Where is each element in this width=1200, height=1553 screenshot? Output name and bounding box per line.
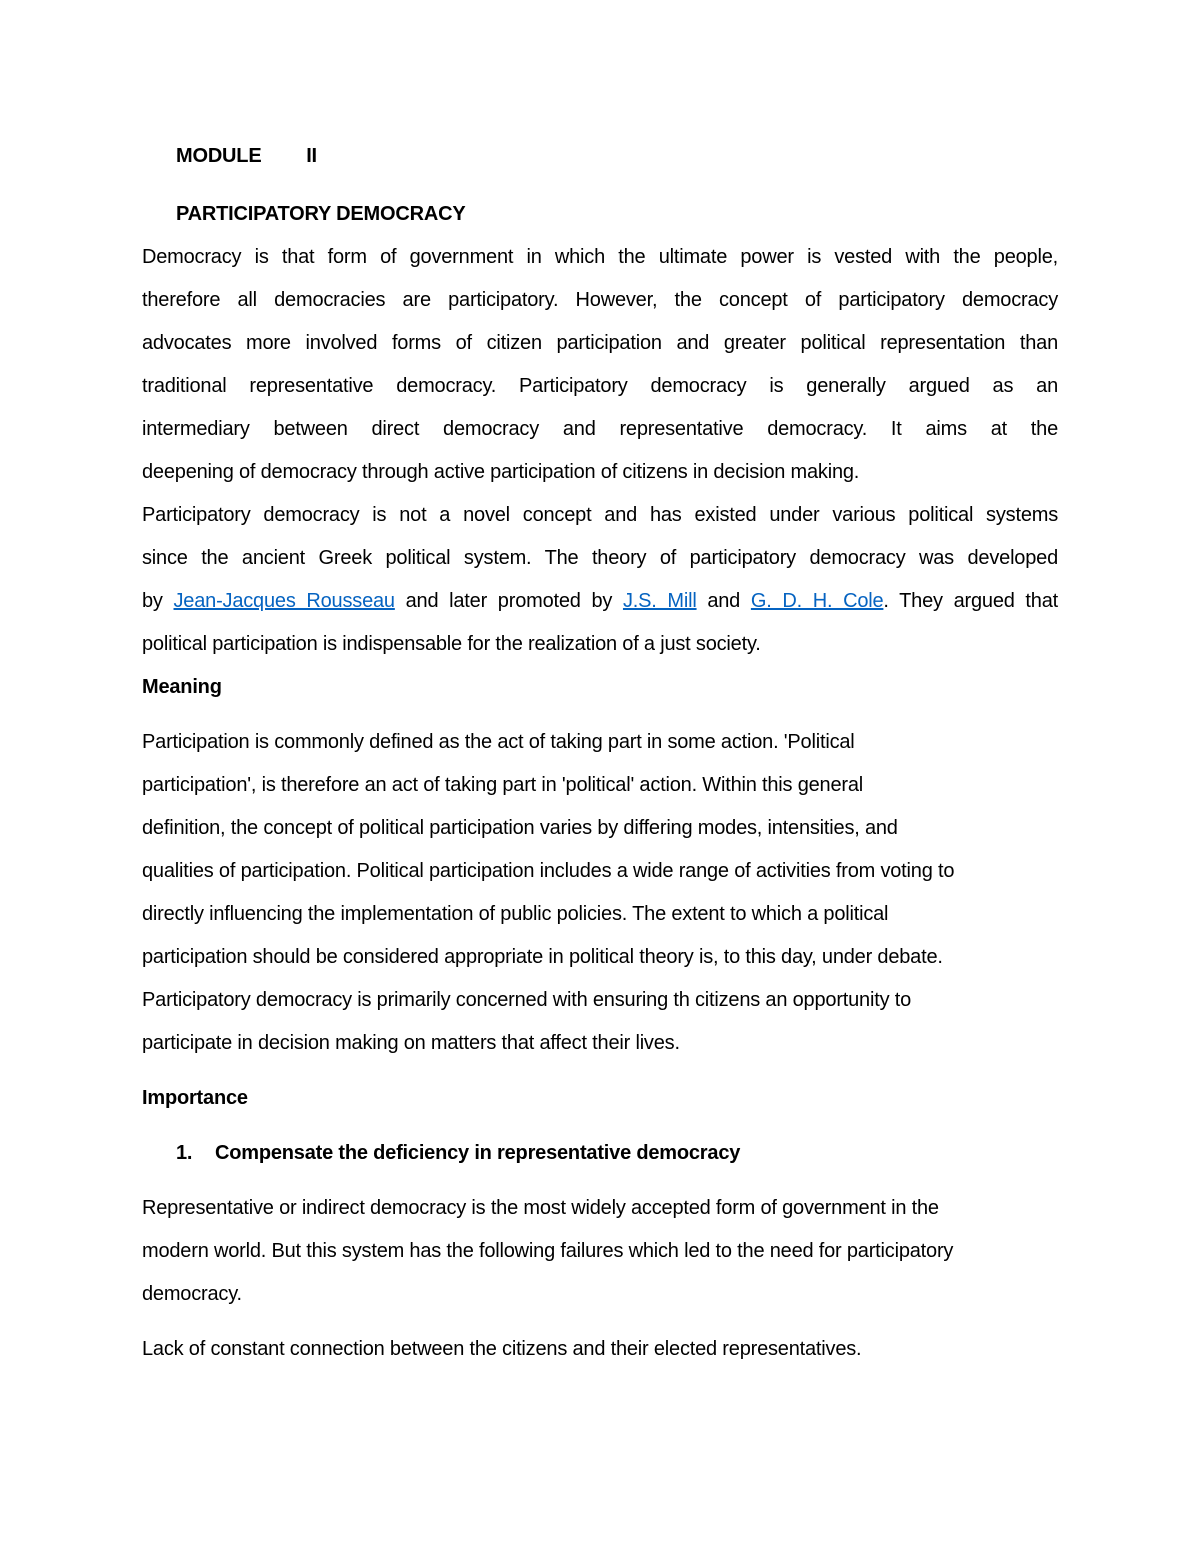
meaning-line: Participation is commonly defined as the act of taking part in some action. 'Political (142, 731, 855, 753)
history-text: . They argued that (883, 590, 1058, 612)
representative-line: modern world. But this system has the following failures which led to the need for participatory (142, 1240, 954, 1262)
meaning-line: qualities of participation. Political participation includes a wide range of activities from voting to (142, 860, 955, 882)
intro-line: Democracy is that form of government in which the ultimate power is vested with the people, (142, 246, 1058, 268)
intro-line: advocates more involved forms of citizen participation and greater political representation than (142, 332, 1058, 354)
intro-line: deepening of democracy through active participation of citizens in decision making. (142, 461, 860, 483)
intro-line: therefore all democracies are participatory. However, the concept of participatory democracy (142, 289, 1058, 311)
module-number: II (306, 145, 317, 167)
history-line: since the ancient Greek political system. The theory of participatory democracy was developed (142, 547, 1058, 569)
representative-line: democracy. (142, 1283, 242, 1305)
history-line: Participatory democracy is not a novel concept and has existed under various political systems (142, 504, 1058, 526)
meaning-heading: Meaning (142, 676, 222, 698)
list-item-text: Compensate the deficiency in representative democracy (215, 1142, 741, 1164)
closing-line: Lack of constant connection between the citizens and their elected representatives. (142, 1338, 862, 1360)
meaning-line: participate in decision making on matters that affect their lives. (142, 1032, 680, 1054)
page-title: PARTICIPATORY DEMOCRACY (176, 203, 466, 225)
list-item (176, 1140, 740, 1166)
meaning-line: participation', is therefore an act of taking part in 'political' action. Within this general (142, 774, 864, 796)
history-text: by (142, 590, 163, 612)
meaning-line: directly influencing the implementation of public policies. The extent to which a political (142, 903, 889, 925)
representative-line: Representative or indirect democracy is the most widely accepted form of government in the (142, 1197, 939, 1219)
history-line: political participation is indispensable for the realization of a just society. (142, 633, 761, 655)
meaning-line: definition, the concept of political participation varies by differing modes, intensities, and (142, 817, 898, 839)
rousseau-link[interactable]: Jean-Jacques Rousseau (173, 590, 395, 612)
intro-line: intermediary between direct democracy and representative democracy. It aims at the (142, 418, 1058, 440)
mill-link[interactable]: J.S. Mill (622, 590, 697, 612)
history-line-with-links (142, 588, 1058, 614)
importance-heading: Importance (142, 1087, 248, 1109)
module-label: MODULE (176, 145, 262, 167)
list-item-number: 1. (176, 1142, 193, 1164)
intro-line: traditional representative democracy. Participatory democracy is generally argued as an (142, 375, 1058, 397)
history-text: and later promoted by (405, 590, 613, 612)
module-heading (176, 143, 317, 169)
history-text: and (707, 590, 741, 612)
meaning-line: participation should be considered appropriate in political theory is, to this day, under debate. (142, 946, 943, 968)
meaning-line: Participatory democracy is primarily concerned with ensuring th citizens an opportunity to (142, 989, 912, 1011)
cole-link[interactable]: G. D. H. Cole (750, 590, 884, 612)
